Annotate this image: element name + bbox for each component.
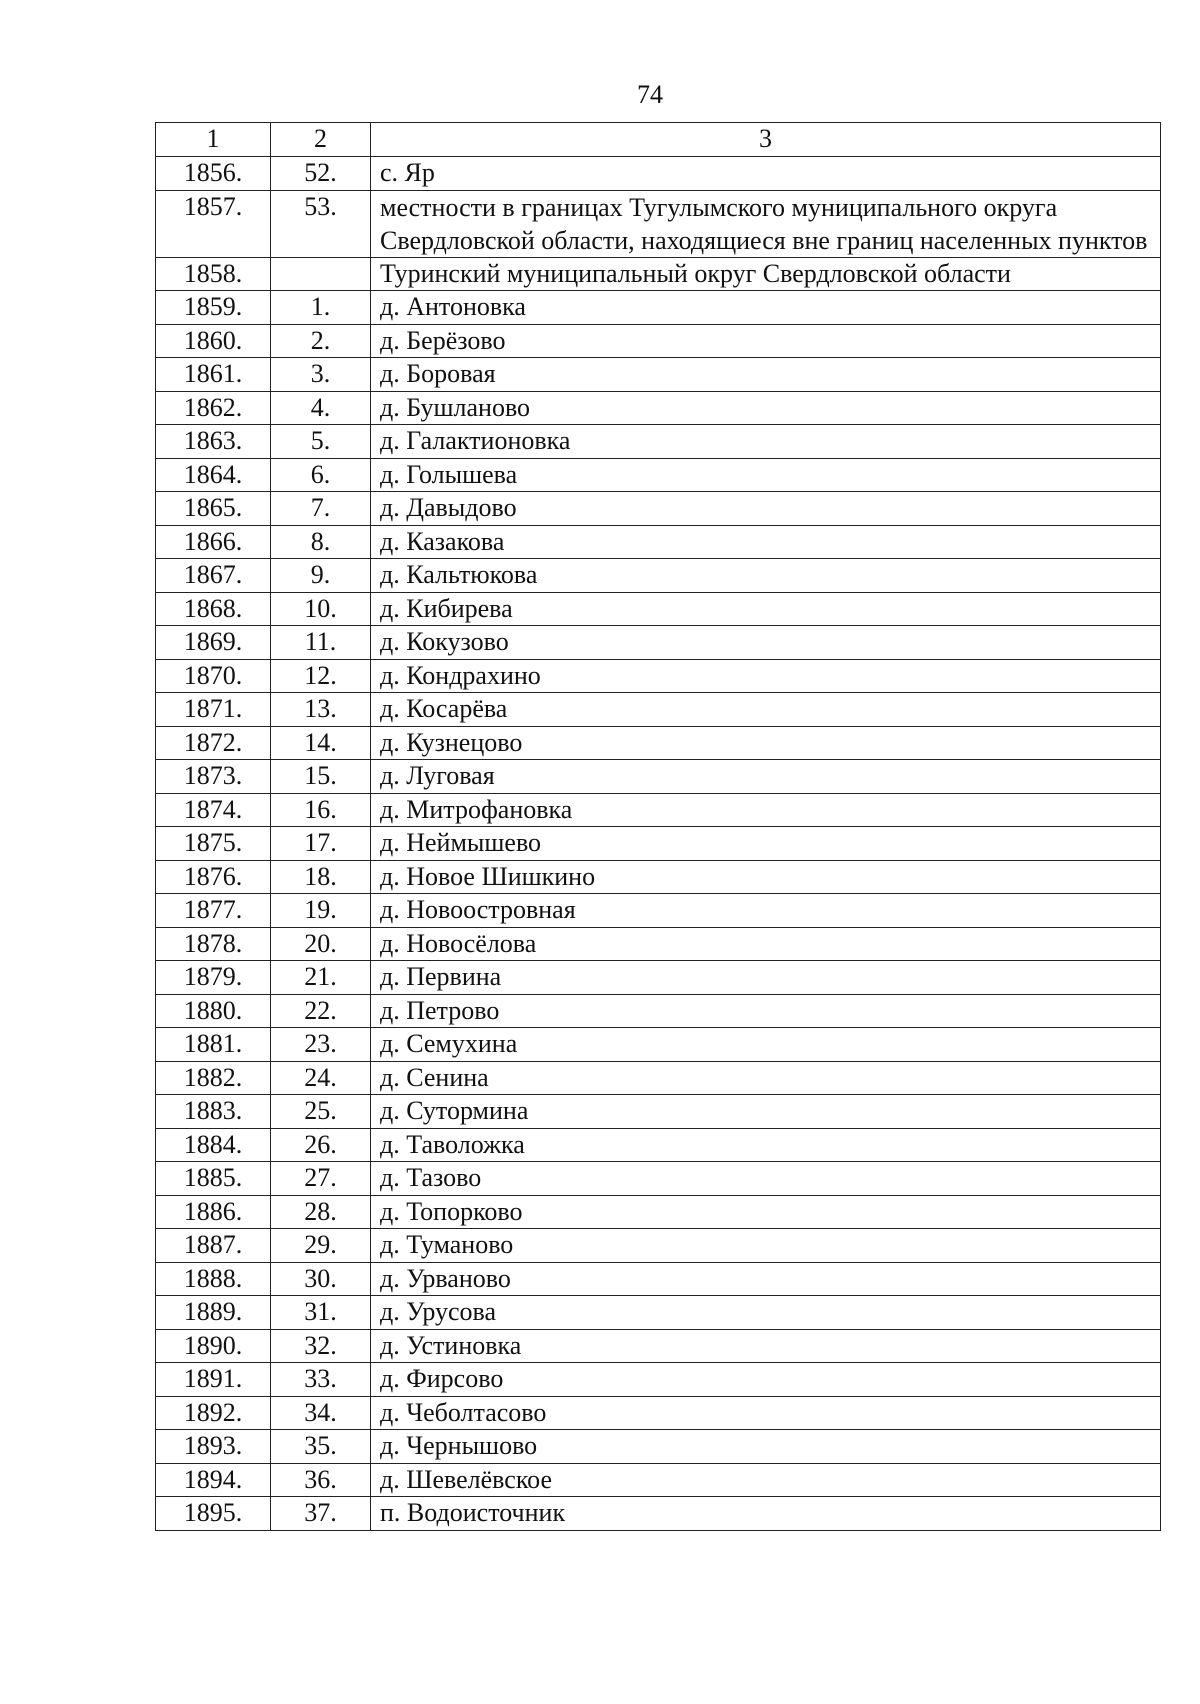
row-number-cell: 1888. bbox=[156, 1262, 271, 1296]
settlement-name-cell: с. Яр bbox=[371, 157, 1161, 191]
local-number-cell: 1. bbox=[271, 291, 371, 325]
local-number-cell: 23. bbox=[271, 1028, 371, 1062]
row-number-cell: 1892. bbox=[156, 1396, 271, 1430]
row-number-cell: 1877. bbox=[156, 894, 271, 928]
local-number-cell: 10. bbox=[271, 592, 371, 626]
row-number-cell: 1879. bbox=[156, 961, 271, 995]
settlement-name-cell: д. Галактионовка bbox=[371, 425, 1161, 459]
row-number-cell: 1887. bbox=[156, 1229, 271, 1263]
row-number-cell: 1880. bbox=[156, 994, 271, 1028]
settlement-name-cell: д. Чеболтасово bbox=[371, 1396, 1161, 1430]
settlement-name-cell: д. Кибирева bbox=[371, 592, 1161, 626]
row-number-cell: 1865. bbox=[156, 492, 271, 526]
settlement-name-cell: д. Бушланово bbox=[371, 391, 1161, 425]
local-number-cell: 36. bbox=[271, 1463, 371, 1497]
settlement-name-cell: д. Урваново bbox=[371, 1262, 1161, 1296]
settlement-name-cell: д. Казакова bbox=[371, 525, 1161, 559]
settlement-name-cell: д. Петрово bbox=[371, 994, 1161, 1028]
table-row bbox=[156, 1229, 1161, 1263]
settlement-name-cell: Туринский муниципальный округ Свердловской области bbox=[371, 257, 1161, 291]
header-cell-col2: 2 bbox=[271, 123, 371, 157]
row-number-cell: 1871. bbox=[156, 693, 271, 727]
header-cell-col1: 1 bbox=[156, 123, 271, 157]
table-row bbox=[156, 1095, 1161, 1129]
row-number-cell: 1857. bbox=[156, 190, 271, 257]
settlement-name-cell: д. Антоновка bbox=[371, 291, 1161, 325]
table-row bbox=[156, 793, 1161, 827]
row-number-cell: 1890. bbox=[156, 1329, 271, 1363]
settlement-name-cell: д. Новоостровная bbox=[371, 894, 1161, 928]
local-number-cell: 28. bbox=[271, 1195, 371, 1229]
settlement-name-cell: д. Луговая bbox=[371, 760, 1161, 794]
local-number-cell: 52. bbox=[271, 157, 371, 191]
local-number-cell: 15. bbox=[271, 760, 371, 794]
table-row bbox=[156, 726, 1161, 760]
table-row bbox=[156, 291, 1161, 325]
table-row bbox=[156, 1497, 1161, 1531]
header-cell-col3: 3 bbox=[371, 123, 1161, 157]
local-number-cell: 27. bbox=[271, 1162, 371, 1196]
local-number-cell: 8. bbox=[271, 525, 371, 559]
local-number-cell: 32. bbox=[271, 1329, 371, 1363]
table-row bbox=[156, 1363, 1161, 1397]
local-number-cell: 19. bbox=[271, 894, 371, 928]
local-number-cell: 11. bbox=[271, 626, 371, 660]
local-number-cell: 5. bbox=[271, 425, 371, 459]
settlement-name-cell: д. Новое Шишкино bbox=[371, 860, 1161, 894]
local-number-cell: 33. bbox=[271, 1363, 371, 1397]
table-row bbox=[156, 324, 1161, 358]
row-number-cell: 1884. bbox=[156, 1128, 271, 1162]
table-row bbox=[156, 1262, 1161, 1296]
row-number-cell: 1894. bbox=[156, 1463, 271, 1497]
settlement-name-cell: д. Кокузово bbox=[371, 626, 1161, 660]
row-number-cell: 1883. bbox=[156, 1095, 271, 1129]
settlement-name-cell: д. Новосёлова bbox=[371, 927, 1161, 961]
table-header-row bbox=[156, 123, 1161, 157]
settlement-table bbox=[155, 122, 1161, 1531]
table-row bbox=[156, 391, 1161, 425]
settlement-name-cell: местности в границах Тугулымского муниципального округа Свердловской области, находящиеся вне границ населенных пунктов bbox=[371, 190, 1161, 257]
table-row bbox=[156, 1296, 1161, 1330]
local-number-cell: 25. bbox=[271, 1095, 371, 1129]
row-number-cell: 1875. bbox=[156, 827, 271, 861]
row-number-cell: 1861. bbox=[156, 358, 271, 392]
settlement-name-cell: д. Кальтюкова bbox=[371, 559, 1161, 593]
row-number-cell: 1870. bbox=[156, 659, 271, 693]
row-number-cell: 1860. bbox=[156, 324, 271, 358]
local-number-cell: 16. bbox=[271, 793, 371, 827]
table-row bbox=[156, 1396, 1161, 1430]
settlement-name-cell: д. Кондрахино bbox=[371, 659, 1161, 693]
table-row bbox=[156, 760, 1161, 794]
local-number-cell: 22. bbox=[271, 994, 371, 1028]
settlement-name-cell: д. Голышева bbox=[371, 458, 1161, 492]
table-row bbox=[156, 257, 1161, 291]
row-number-cell: 1856. bbox=[156, 157, 271, 191]
settlement-name-cell: д. Давыдово bbox=[371, 492, 1161, 526]
local-number-cell: 34. bbox=[271, 1396, 371, 1430]
row-number-cell: 1866. bbox=[156, 525, 271, 559]
row-number-cell: 1872. bbox=[156, 726, 271, 760]
settlement-name-cell: д. Неймышево bbox=[371, 827, 1161, 861]
table-row bbox=[156, 492, 1161, 526]
local-number-cell: 18. bbox=[271, 860, 371, 894]
local-number-cell: 6. bbox=[271, 458, 371, 492]
settlement-name-cell: д. Семухина bbox=[371, 1028, 1161, 1062]
row-number-cell: 1867. bbox=[156, 559, 271, 593]
table-row bbox=[156, 425, 1161, 459]
local-number-cell: 37. bbox=[271, 1497, 371, 1531]
local-number-cell bbox=[271, 257, 371, 291]
local-number-cell: 13. bbox=[271, 693, 371, 727]
table-row bbox=[156, 961, 1161, 995]
table-row bbox=[156, 1463, 1161, 1497]
table-row bbox=[156, 157, 1161, 191]
local-number-cell: 9. bbox=[271, 559, 371, 593]
settlement-name-cell: д. Устиновка bbox=[371, 1329, 1161, 1363]
row-number-cell: 1868. bbox=[156, 592, 271, 626]
table-row bbox=[156, 1128, 1161, 1162]
local-number-cell: 21. bbox=[271, 961, 371, 995]
row-number-cell: 1876. bbox=[156, 860, 271, 894]
row-number-cell: 1874. bbox=[156, 793, 271, 827]
table-row bbox=[156, 894, 1161, 928]
table-row bbox=[156, 1430, 1161, 1464]
local-number-cell: 24. bbox=[271, 1061, 371, 1095]
local-number-cell: 2. bbox=[271, 324, 371, 358]
table-row bbox=[156, 827, 1161, 861]
settlement-name-cell: д. Сутормина bbox=[371, 1095, 1161, 1129]
settlement-name-cell: д. Чернышово bbox=[371, 1430, 1161, 1464]
row-number-cell: 1859. bbox=[156, 291, 271, 325]
table-row bbox=[156, 458, 1161, 492]
settlement-name-cell: д. Топорково bbox=[371, 1195, 1161, 1229]
row-number-cell: 1863. bbox=[156, 425, 271, 459]
local-number-cell: 14. bbox=[271, 726, 371, 760]
table-row bbox=[156, 659, 1161, 693]
local-number-cell: 30. bbox=[271, 1262, 371, 1296]
settlement-name-cell: д. Тазово bbox=[371, 1162, 1161, 1196]
settlement-name-cell: д. Первина bbox=[371, 961, 1161, 995]
table-row bbox=[156, 994, 1161, 1028]
settlement-name-cell: д. Берёзово bbox=[371, 324, 1161, 358]
local-number-cell: 20. bbox=[271, 927, 371, 961]
settlement-name-cell: д. Сенина bbox=[371, 1061, 1161, 1095]
table-row bbox=[156, 1162, 1161, 1196]
page-number bbox=[0, 80, 1200, 110]
row-number-cell: 1858. bbox=[156, 257, 271, 291]
table-row bbox=[156, 693, 1161, 727]
row-number-cell: 1864. bbox=[156, 458, 271, 492]
table-row bbox=[156, 927, 1161, 961]
row-number-cell: 1885. bbox=[156, 1162, 271, 1196]
table-row bbox=[156, 1195, 1161, 1229]
row-number-cell: 1889. bbox=[156, 1296, 271, 1330]
settlement-name-cell: д. Кузнецово bbox=[371, 726, 1161, 760]
row-number-cell: 1878. bbox=[156, 927, 271, 961]
row-number-cell: 1881. bbox=[156, 1028, 271, 1062]
row-number-cell: 1882. bbox=[156, 1061, 271, 1095]
table-row bbox=[156, 525, 1161, 559]
settlement-name-cell: п. Водоисточник bbox=[371, 1497, 1161, 1531]
settlement-name-cell: д. Митрофановка bbox=[371, 793, 1161, 827]
settlement-name-cell: д. Урусова bbox=[371, 1296, 1161, 1330]
row-number-cell: 1869. bbox=[156, 626, 271, 660]
settlement-table-body bbox=[156, 123, 1161, 1531]
table-row bbox=[156, 626, 1161, 660]
local-number-cell: 3. bbox=[271, 358, 371, 392]
page-number-text: 74 bbox=[637, 80, 663, 109]
row-number-cell: 1873. bbox=[156, 760, 271, 794]
local-number-cell: 35. bbox=[271, 1430, 371, 1464]
local-number-cell: 12. bbox=[271, 659, 371, 693]
local-number-cell: 7. bbox=[271, 492, 371, 526]
table-row bbox=[156, 1061, 1161, 1095]
local-number-cell: 4. bbox=[271, 391, 371, 425]
settlement-name-cell: д. Фирсово bbox=[371, 1363, 1161, 1397]
table-row bbox=[156, 860, 1161, 894]
settlement-name-cell: д. Таволожка bbox=[371, 1128, 1161, 1162]
row-number-cell: 1893. bbox=[156, 1430, 271, 1464]
settlement-name-cell: д. Шевелёвское bbox=[371, 1463, 1161, 1497]
table-row bbox=[156, 592, 1161, 626]
local-number-cell: 26. bbox=[271, 1128, 371, 1162]
settlement-name-cell: д. Косарёва bbox=[371, 693, 1161, 727]
settlement-name-cell: д. Боровая bbox=[371, 358, 1161, 392]
settlement-name-cell: д. Туманово bbox=[371, 1229, 1161, 1263]
local-number-cell: 31. bbox=[271, 1296, 371, 1330]
row-number-cell: 1862. bbox=[156, 391, 271, 425]
table-row bbox=[156, 190, 1161, 257]
row-number-cell: 1886. bbox=[156, 1195, 271, 1229]
row-number-cell: 1895. bbox=[156, 1497, 271, 1531]
local-number-cell: 53. bbox=[271, 190, 371, 257]
table-row bbox=[156, 1329, 1161, 1363]
local-number-cell: 17. bbox=[271, 827, 371, 861]
local-number-cell: 29. bbox=[271, 1229, 371, 1263]
table-row bbox=[156, 1028, 1161, 1062]
table-row bbox=[156, 559, 1161, 593]
row-number-cell: 1891. bbox=[156, 1363, 271, 1397]
table-row bbox=[156, 358, 1161, 392]
